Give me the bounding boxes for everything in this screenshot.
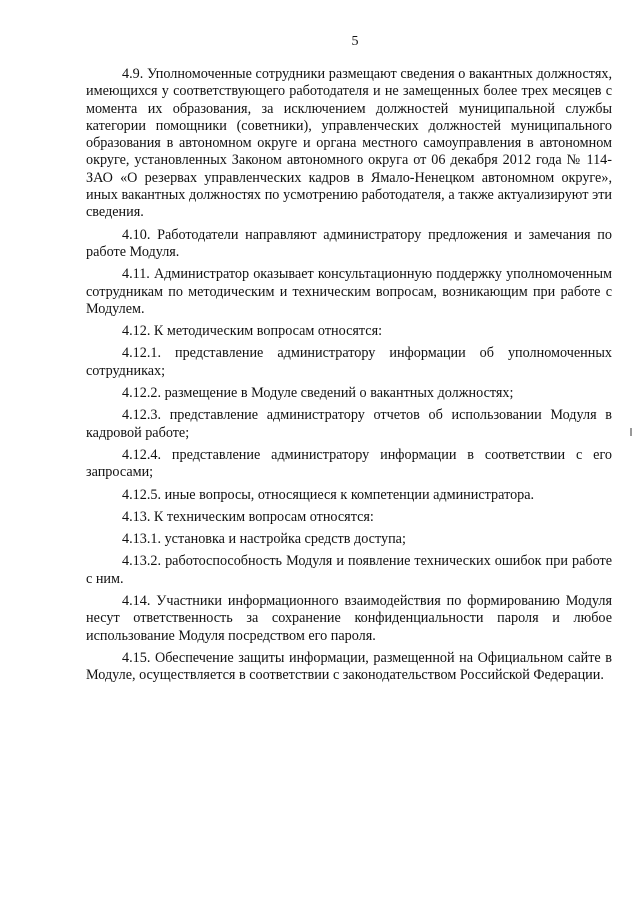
page-number: 5 [351, 34, 359, 49]
paragraph-4-13-1: 4.13.1. установка и настройка средств доступа; [122, 531, 406, 548]
paragraph-4-11: 4.11. Администратор оказывает консультационную поддержку уполномоченным сотрудникам по методическим и техническим вопросам, возникающим при работе с Модулем. [86, 266, 612, 317]
paragraph-4-14: 4.14. Участники информационного взаимодействия по формированию Модуля несут ответственность за сохранение конфиденциальности пароля и любое использование Модуля посредством его пароля. [86, 593, 612, 644]
paragraph-4-12: 4.12. К методическим вопросам относятся: [122, 323, 383, 340]
paragraph-4-15: 4.15. Обеспечение защиты информации, размещенной на Официальном сайте в Модуле, осуществляется в соответствии с законодательством Российской Федерации. [86, 649, 612, 684]
paragraph-4-12-2: 4.12.2. размещение в Модуле сведений о вакантных должностях; [122, 385, 514, 402]
paragraph-4-12-5: 4.12.5. иные вопросы, относящиеся к компетенции администратора. [122, 486, 535, 503]
paragraph-4-12-1: 4.12.1. представление администратору информации об уполномоченных сотрудниках; [86, 345, 612, 379]
paragraph-4-12-3: 4.12.3. представление администратору отчетов об использовании Модуля в кадровой работе; [86, 407, 612, 441]
scan-mark [630, 428, 632, 436]
paragraph-4-13: 4.13. К техническим вопросам относятся: [122, 508, 374, 525]
paragraph-4-12-4: 4.12.4. представление администратору информации в соответствии с его запросами; [86, 446, 612, 481]
paragraph-4-9: 4.9. Уполномоченные сотрудники размещают сведения о вакантных должностях, имеющихся у соответствующего работодателя и не замещенных более трех месяцев с момента их образования, за исключением должностей муниципальной службы категории помощники (советники), управленческих должностей муниципального образования в автономном округе и органа местного самоуправления в автономном округе, установленных Законом автономного округа от 06 декабря 2012 года № 114-ЗАО «О резервах управленческих кадров в Ямало-Ненецком автономном округе», иных вакантных должностях по усмотрению работодателя, а также актуализируют эти сведения. [86, 66, 612, 221]
paragraph-4-13-2: 4.13.2. работоспособность Модуля и появление технических ошибок при работе с ним. [86, 553, 612, 587]
paragraph-4-10: 4.10. Работодатели направляют администратору предложения и замечания по работе Модуля. [86, 226, 612, 260]
